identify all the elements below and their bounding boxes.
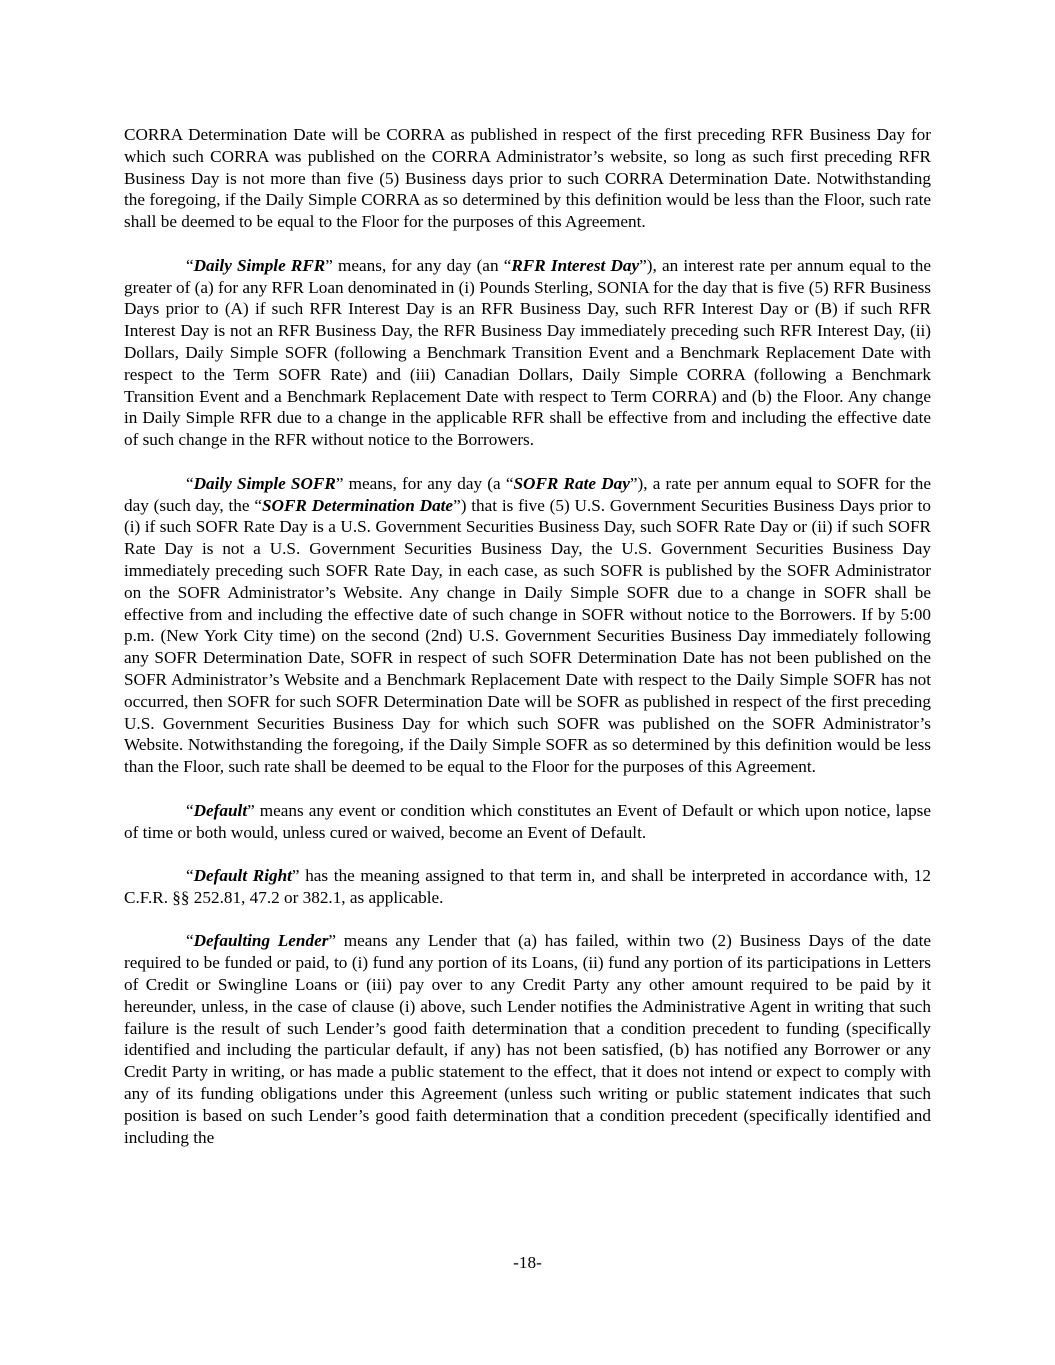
paragraph [124,865,931,909]
paragraph-text: “ [186,931,194,951]
defined-term: Default Right [193,866,292,886]
paragraph [124,930,931,1148]
paragraph [124,800,931,844]
page-number: -18- [513,1253,542,1272]
defined-term: Default [193,800,248,820]
defined-term: Daily Simple SOFR [193,473,336,493]
paragraph-text: ” has the meaning assigned to that term in, and shall be interpreted in accordance with, 12 C.F.R. §§ 252.81, 47.2 or 382.1, as applicable. [124,866,931,907]
paragraph-text: “ [186,255,194,275]
paragraph-text: ” means, for any day (a “ [335,473,514,493]
paragraph [124,124,931,233]
paragraph-text: ” means, for any day (an “ [325,255,512,275]
document-body [124,124,931,1170]
paragraph-text: ”), an interest rate per annum equal to the greater of (a) for any RFR Loan denominated in (i) Pounds Sterling, SONIA for the day that is five (5) RFR Business Days prior to (A) if such RFR Interest Day is an RFR Business Day, such RFR Interest Day or (B) if such RFR Interest Day is not an RFR Business Day, the RFR Business Day immediately preceding such RFR Interest Day, (ii) Dollars, Daily Simple SOFR (following a Benchmark Transition Event and a Benchmark Replacement Date with respect to the Term SOFR Rate) and (iii) Canadian Dollars, Daily Simple CORRA (following a Benchmark Transition Event and a Benchmark Replacement Date with respect to Term CORRA) and (b) the Floor. Any change in Daily Simple RFR due to a change in the applicable RFR shall be effective from and including the effective date of such change in the RFR without notice to the Borrowers. [124,255,931,450]
defined-term: RFR Interest Day [511,255,640,275]
defined-term: SOFR Determination Date [261,495,454,515]
paragraph [124,255,931,451]
paragraph [124,473,931,778]
paragraph-text: “ [186,866,194,886]
paragraph-text: CORRA Determination Date will be CORRA as published in respect of the first preceding RFR Business Day for which such CORRA was published on the CORRA Administrator’s website, so long as such first preceding RFR Business Day is not more than five (5) Business days prior to such CORRA Determination Date. Notwithstanding the foregoing, if the Daily Simple CORRA as so determined by this definition would be less than the Floor, such rate shall be deemed to be equal to the Floor for the purposes of this Agreement. [124,125,931,232]
paragraph-text: ”), a rate per annum equal to SOFR for the day (such day, the “ [124,473,931,515]
defined-term: Daily Simple RFR [193,255,326,275]
paragraph-text: “ [186,473,194,493]
paragraph-text: ” means any event or condition which constitutes an Event of Default or which upon notice, lapse of time or both would, unless cured or waived, become an Event of Default. [124,800,931,842]
defined-term: Defaulting Lender [193,931,329,951]
paragraph-text: ”) that is five (5) U.S. Government Securities Business Days prior to (i) if such SOFR Rate Day is a U.S. Government Securities Business Day, such SOFR Rate Day or (ii) if such SOFR Rate Day is not a U.S. Government Securities Business Day, the U.S. Government Securities Business Day immediately preceding such SOFR Rate Day, in each case, as such SOFR is published by the SOFR Administrator on the SOFR Administrator’s Website. Any change in Daily Simple SOFR due to a change in SOFR shall be effective from and including the effective date of such change in SOFR without notice to the Borrowers. If by 5:00 p.m. (New York City time) on the second (2nd) U.S. Government Securities Business Day immediately following any SOFR Determination Date, SOFR in respect of such SOFR Determination Date has not been published on the SOFR Administrator’s Website and a Benchmark Replacement Date with respect to the Daily Simple SOFR has not occurred, then SOFR for such SOFR Determination Date will be SOFR as published in respect of the first preceding U.S. Government Securities Business Day for which such SOFR was published on the SOFR Administrator’s Website. Notwithstanding the foregoing, if the Daily Simple SOFR as so determined by this definition would be less than the Floor, such rate shall be deemed to be equal to the Floor for the purposes of this Agreement. [124,495,931,777]
defined-term: SOFR Rate Day [513,473,630,493]
paragraph-text: ” means any Lender that (a) has failed, within two (2) Business Days of the date required to be funded or paid, to (i) fund any portion of its Loans, (ii) fund any portion of its participations in Letters of Credit or Swingline Loans or (iii) pay over to any Credit Party any other amount required to be paid by it hereunder, unless, in the case of clause (i) above, such Lender notifies the Administrative Agent in writing that such failure is the result of such Lender’s good faith determination that a condition precedent to funding (specifically identified and including the particular default, if any) has not been satisfied, (b) has notified any Borrower or any Credit Party in writing, or has made a public statement to the effect, that it does not intend or expect to comply with any of its funding obligations under this Agreement (unless such writing or public statement indicates that such position is based on such Lender’s good faith determination that a condition precedent (specifically identified and including the [124,931,931,1147]
paragraph-text: “ [186,800,194,820]
